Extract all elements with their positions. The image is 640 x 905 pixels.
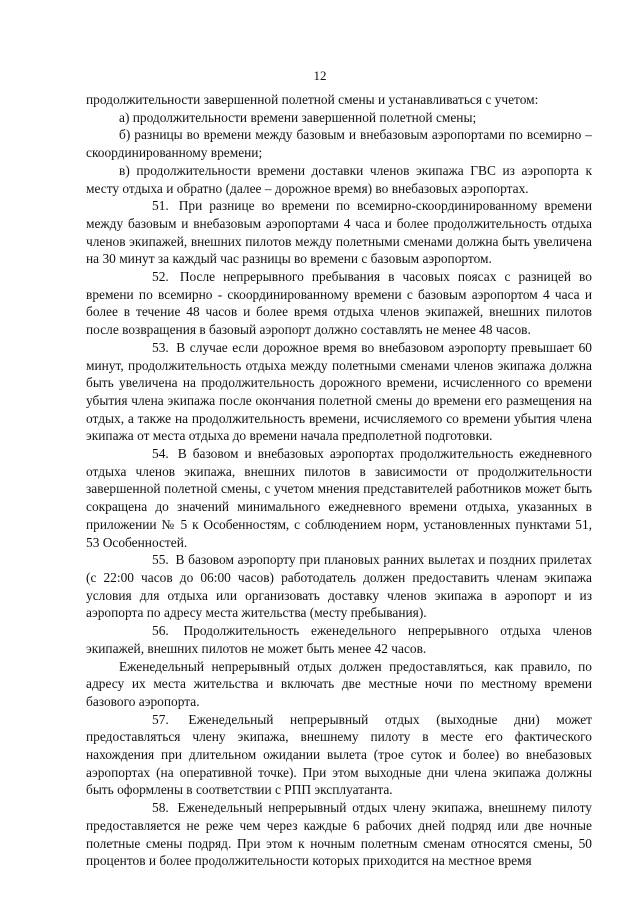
paragraph-number: 58.	[152, 800, 169, 816]
paragraph	[86, 551, 592, 622]
paragraph	[86, 197, 592, 268]
paragraph	[86, 711, 592, 800]
paragraph-number: 55.	[152, 552, 169, 568]
paragraph	[86, 622, 592, 657]
paragraph	[86, 109, 592, 127]
paragraph	[86, 91, 592, 109]
paragraph	[86, 445, 592, 551]
paragraph-text: Еженедельный непрерывный отдых (выходные дни) может предоставляться члену экипажа, внешнему пилоту в месте его фактического нахождения при длительном ожидании вылета (трое суток и более) во внебазовых аэропортах (на оперативной точке). При этом выходные дни члена экипажа должны быть оформлены в соответствии с РПП эксплуатанта.	[86, 711, 592, 798]
paragraph-text: продолжительности завершенной полетной смены и устанавливаться с учетом:	[86, 92, 539, 107]
paragraph-text: В базовом аэропорту при плановых ранних вылетах и поздних прилетах (с 22:00 часов до 06:00 часов) работодатель должен предоставить членам экипажа условия для отдыха или организовать доставку членов экипажа в аэропорт и из аэропорта по адресу места жительства (месту пребывания).	[86, 552, 592, 621]
paragraph	[86, 799, 592, 870]
page-number: 12	[313, 68, 327, 83]
paragraph-text: В случае если дорожное время во внебазовом аэропорту превышает 60 минут, продолжительность отдыха между полетными сменами членов экипажа должна быть увеличена на продолжительность дорожного времени, исчисленного со времени убытия члена экипажа после окончания полетной смены до времени его размещения на отдых, а также на продолжительность времени, исчисляемого со времени убытия члена экипажа от места отдыха до времени начала предполетной подготовки.	[86, 339, 592, 444]
paragraph-text: б) разницы во времени между базовым и внебазовым аэропортами по всемирно – скоординированному времени;	[86, 127, 592, 161]
paragraph-number: 53.	[152, 339, 169, 355]
paragraph	[86, 268, 592, 339]
paragraph-number: 54.	[152, 446, 169, 462]
paragraph-text: После непрерывного пребывания в часовых поясах с разницей во времени по всемирно - скоординированному времени с базовым аэропортом 4 часа и более в течение 48 часов и более время отдыха членов экипажей, внешних пилотов после возвращения в базовый аэропорт должно составлять не менее 48 часов.	[86, 269, 592, 338]
paragraph	[86, 339, 592, 445]
paragraph-number: 52.	[152, 269, 169, 285]
paragraph-text: Продолжительность еженедельного непрерывного отдыха членов экипажей, внешних пилотов не может быть менее 42 часов.	[86, 623, 592, 656]
paragraph-number: 56.	[152, 623, 169, 639]
paragraph-text: При разнице во времени по всемирно-скоординированному времени между базовым и внебазовым аэропортами 4 часа и более продолжительность отдыха членов экипажей, внешних пилотов между полетными сменами должна быть увеличена на 30 минут за каждый час разницы во времени с базовым аэропортом.	[86, 198, 592, 267]
paragraph-text: а) продолжительности времени завершенной полетной смены;	[119, 109, 477, 125]
document-text	[86, 91, 592, 870]
paragraph-number: 51.	[152, 198, 169, 214]
paragraph	[86, 658, 592, 711]
paragraph	[86, 126, 592, 161]
paragraph-text: Еженедельный непрерывный отдых члену экипажа, внешнему пилоту предоставляется не реже чем через каждые 6 рабочих дней подряд или две ночные полетные смены подряд. При этом к ночным полетным сменам относятся смены, 50 процентов и более продолжительности которых приходится на местное время	[86, 800, 592, 869]
paragraph-text: В базовом и внебазовых аэропортах продолжительность ежедневного отдыха членов экипажа, внешних пилотов в зависимости от продолжительности завершенной полетной смены, с учетом мнения представителей работников может быть сокращена до значений минимального ежедневного времени отдыха, указанных в приложении № 5 к Особенностям, с соблюдением норм, установленных пунктами 51, 53 Особенностей.	[86, 446, 592, 550]
paragraph-text: Еженедельный непрерывный отдых должен предоставляться, как правило, по адресу их места жительства и включать две местные ночи по местному времени базового аэропорта.	[86, 658, 592, 709]
paragraph-number: 57.	[152, 711, 169, 727]
paragraph-text: в) продолжительности времени доставки членов экипажа ГВС из аэропорта к месту отдыха и обратно (далее – дорожное время) во внебазовых аэропортах.	[86, 162, 592, 196]
paragraph	[86, 162, 592, 197]
